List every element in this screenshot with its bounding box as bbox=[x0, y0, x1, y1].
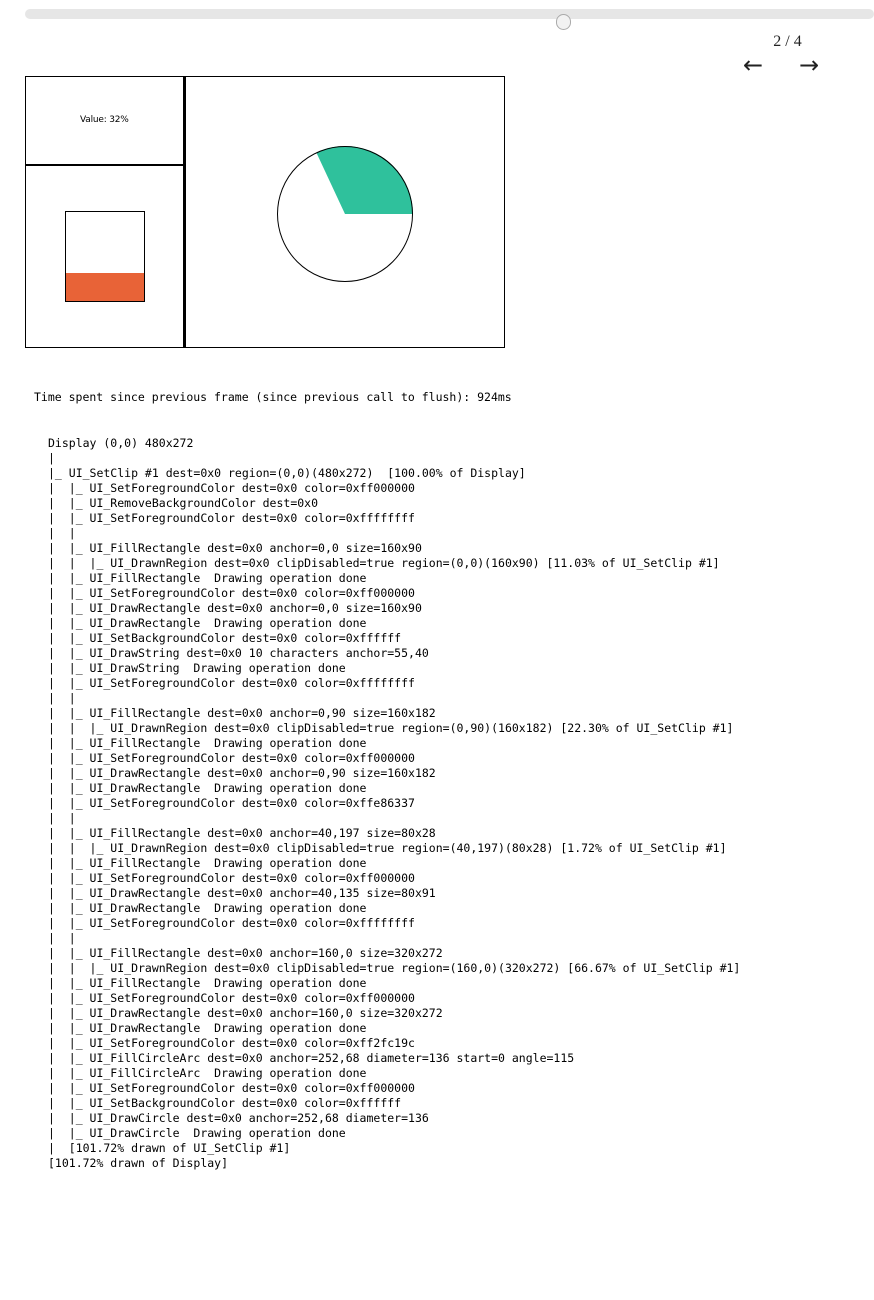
trace-line: | | |_ UI_DrawnRegion dest=0x0 clipDisabled=true region=(0,90)(160x182) [22.30% of UI_SetClip #1] bbox=[48, 721, 734, 735]
trace-line: | | |_ UI_DrawnRegion dest=0x0 clipDisabled=true region=(0,0)(160x90) [11.03% of UI_SetClip #1] bbox=[48, 556, 720, 570]
trace-line: | |_ UI_DrawRectangle dest=0x0 anchor=40,135 size=80x91 bbox=[48, 886, 436, 900]
trace-line: Display (0,0) 480x272 bbox=[48, 436, 194, 450]
trace-line: | |_ UI_SetForegroundColor dest=0x0 color=0xffffffff bbox=[48, 676, 415, 690]
trace-line: | |_ UI_SetForegroundColor dest=0x0 color=0xff000000 bbox=[48, 751, 415, 765]
trace-line: | |_ UI_DrawString dest=0x0 10 characters anchor=55,40 bbox=[48, 646, 429, 660]
trace-line: | |_ UI_SetBackgroundColor dest=0x0 color=0xffffff bbox=[48, 1096, 402, 1110]
trace-line: | |_ UI_DrawRectangle dest=0x0 anchor=0,0 size=160x90 bbox=[48, 601, 422, 615]
trace-line: | bbox=[48, 451, 55, 465]
trace-line: | |_ UI_SetForegroundColor dest=0x0 color=0xff2fc19c bbox=[48, 1036, 415, 1050]
trace-line: | |_ UI_SetForegroundColor dest=0x0 color=0xffffffff bbox=[48, 916, 415, 930]
trace-line: | | |_ UI_DrawnRegion dest=0x0 clipDisabled=true region=(40,197)(80x28) [1.72% of UI_SetClip #1] bbox=[48, 841, 727, 855]
trace-line: | |_ UI_SetForegroundColor dest=0x0 color=0xffe86337 bbox=[48, 796, 415, 810]
prev-arrow-icon[interactable]: ← bbox=[743, 51, 764, 79]
trace-line: | |_ UI_DrawString Drawing operation done bbox=[48, 661, 346, 675]
trace-line: | |_ UI_DrawRectangle Drawing operation done bbox=[48, 616, 367, 630]
trace-line: | |_ UI_RemoveBackgroundColor dest=0x0 bbox=[48, 496, 319, 510]
trace-line: | |_ UI_DrawCircle Drawing operation done bbox=[48, 1126, 346, 1140]
gauge-fill bbox=[66, 273, 144, 301]
trace-line: | |_ UI_FillRectangle Drawing operation done bbox=[48, 571, 367, 585]
trace-line: | |_ UI_SetForegroundColor dest=0x0 color=0xff000000 bbox=[48, 871, 415, 885]
frame-slider-track[interactable] bbox=[25, 9, 874, 19]
trace-line: | |_ UI_FillRectangle Drawing operation done bbox=[48, 736, 367, 750]
trace-line: | [101.72% drawn of UI_SetClip #1] bbox=[48, 1141, 291, 1155]
trace-line: | |_ UI_SetForegroundColor dest=0x0 color=0xff000000 bbox=[48, 991, 415, 1005]
pie-arc-fill bbox=[316, 146, 413, 214]
trace-line: | |_ UI_DrawRectangle Drawing operation done bbox=[48, 901, 367, 915]
pie-arc-chart bbox=[275, 144, 415, 284]
trace-line: | |_ UI_SetForegroundColor dest=0x0 color=0xff000000 bbox=[48, 481, 415, 495]
trace-line: | |_ UI_FillRectangle dest=0x0 anchor=40,197 size=80x28 bbox=[48, 826, 436, 840]
draw-trace-log bbox=[48, 436, 740, 1171]
value-label: Value: 32% bbox=[80, 115, 129, 125]
trace-line: | |_ UI_SetForegroundColor dest=0x0 color=0xff000000 bbox=[48, 586, 415, 600]
trace-line: | |_ UI_DrawRectangle Drawing operation done bbox=[48, 781, 367, 795]
trace-line: | |_ UI_FillRectangle dest=0x0 anchor=160,0 size=320x272 bbox=[48, 946, 443, 960]
trace-line: | |_ UI_SetBackgroundColor dest=0x0 color=0xffffff bbox=[48, 631, 402, 645]
frame-slider-thumb[interactable] bbox=[556, 14, 571, 30]
trace-line: |_ UI_SetClip #1 dest=0x0 region=(0,0)(480x272) [100.00% of Display] bbox=[48, 466, 526, 480]
trace-line: | | bbox=[48, 691, 76, 705]
trace-line: | |_ UI_FillRectangle Drawing operation done bbox=[48, 856, 367, 870]
trace-line: | | bbox=[48, 811, 76, 825]
display-preview bbox=[25, 76, 505, 348]
gauge-bar bbox=[65, 211, 145, 302]
trace-line: | |_ UI_FillCircleArc Drawing operation done bbox=[48, 1066, 367, 1080]
trace-line: | |_ UI_DrawCircle dest=0x0 anchor=252,68 diameter=136 bbox=[48, 1111, 429, 1125]
trace-line: | |_ UI_FillRectangle dest=0x0 anchor=0,90 size=160x182 bbox=[48, 706, 436, 720]
trace-line: | |_ UI_DrawRectangle dest=0x0 anchor=160,0 size=320x272 bbox=[48, 1006, 443, 1020]
trace-line: | |_ UI_DrawRectangle dest=0x0 anchor=0,90 size=160x182 bbox=[48, 766, 436, 780]
next-arrow-icon[interactable]: → bbox=[799, 51, 820, 79]
trace-line: | |_ UI_SetForegroundColor dest=0x0 color=0xff000000 bbox=[48, 1081, 415, 1095]
frame-timing-text: Time spent since previous frame (since previous call to flush): 924ms bbox=[34, 390, 512, 404]
trace-line: | | bbox=[48, 526, 76, 540]
trace-line: [101.72% drawn of Display] bbox=[48, 1156, 229, 1170]
page-indicator: 2 / 4 bbox=[773, 33, 802, 50]
trace-line: | |_ UI_FillRectangle Drawing operation done bbox=[48, 976, 367, 990]
trace-line: | |_ UI_FillCircleArc dest=0x0 anchor=252,68 diameter=136 start=0 angle=115 bbox=[48, 1051, 575, 1065]
trace-line: | |_ UI_DrawRectangle Drawing operation done bbox=[48, 1021, 367, 1035]
trace-line: | |_ UI_FillRectangle dest=0x0 anchor=0,0 size=160x90 bbox=[48, 541, 422, 555]
trace-line: | | bbox=[48, 931, 76, 945]
value-panel bbox=[25, 76, 185, 166]
trace-line: | |_ UI_SetForegroundColor dest=0x0 color=0xffffffff bbox=[48, 511, 415, 525]
trace-line: | | |_ UI_DrawnRegion dest=0x0 clipDisabled=true region=(160,0)(320x272) [66.67% of UI_SetClip #1] bbox=[48, 961, 741, 975]
